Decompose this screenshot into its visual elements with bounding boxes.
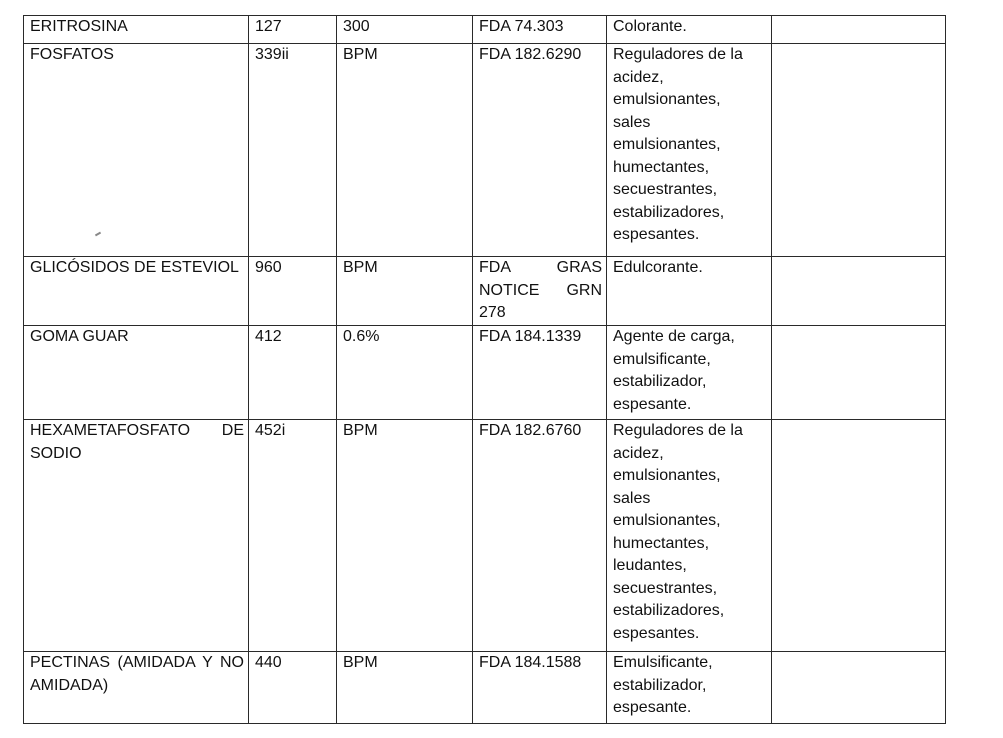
technological-function-cell: Reguladores de la acidez, emulsionantes, sales emulsionantes, humectantes, leudantes, secuestrantes, estabilizadores, espesantes.: [607, 420, 772, 652]
fda-reference-cell: FDA 182.6290: [473, 44, 607, 257]
ins-number-cell: 960: [249, 257, 337, 326]
fda-reference-cell: FDA GRAS NOTICE GRN 278: [473, 257, 607, 326]
empty-cell: [772, 257, 946, 326]
additive-name-cell: GOMA GUAR: [24, 326, 249, 420]
fda-reference-cell: FDA 182.6760: [473, 420, 607, 652]
max-level-cell: 0.6%: [337, 326, 473, 420]
max-level-cell: BPM: [337, 420, 473, 652]
fda-reference-cell: FDA 184.1339: [473, 326, 607, 420]
fda-reference-cell: FDA 74.303: [473, 16, 607, 44]
ins-number-cell: 339ii: [249, 44, 337, 257]
table-row: [24, 16, 946, 44]
additive-name-cell: ERITROSINA: [24, 16, 249, 44]
max-level-cell: 300: [337, 16, 473, 44]
additive-name-cell: FOSFATOS: [24, 44, 249, 257]
fda-reference-cell: FDA 184.1588: [473, 652, 607, 724]
ins-number-cell: 452i: [249, 420, 337, 652]
max-level-cell: BPM: [337, 652, 473, 724]
table-row: [24, 44, 946, 257]
additive-name-cell: HEXAMETAFOSFATO DE SODIO: [24, 420, 249, 652]
technological-function-cell: Agente de carga, emulsificante, estabilizador, espesante.: [607, 326, 772, 420]
additive-name-cell: GLICÓSIDOS DE ESTEVIOL: [24, 257, 249, 326]
ins-number-cell: 412: [249, 326, 337, 420]
ins-number-cell: 127: [249, 16, 337, 44]
technological-function-cell: Reguladores de la acidez, emulsionantes, sales emulsionantes, humectantes, secuestrantes, estabilizadores, espesantes.: [607, 44, 772, 257]
max-level-cell: BPM: [337, 257, 473, 326]
ins-number-cell: 440: [249, 652, 337, 724]
technological-function-cell: Edulcorante.: [607, 257, 772, 326]
empty-cell: [772, 16, 946, 44]
max-level-cell: BPM: [337, 44, 473, 257]
additives-table: [23, 15, 946, 724]
table-row: [24, 257, 946, 326]
technological-function-cell: Emulsificante, estabilizador, espesante.: [607, 652, 772, 724]
additive-name-cell: PECTINAS (AMIDADA Y NO AMIDADA): [24, 652, 249, 724]
table-row: [24, 652, 946, 724]
empty-cell: [772, 44, 946, 257]
technological-function-cell: Colorante.: [607, 16, 772, 44]
empty-cell: [772, 420, 946, 652]
empty-cell: [772, 652, 946, 724]
table-row: [24, 420, 946, 652]
table-row: [24, 326, 946, 420]
empty-cell: [772, 326, 946, 420]
